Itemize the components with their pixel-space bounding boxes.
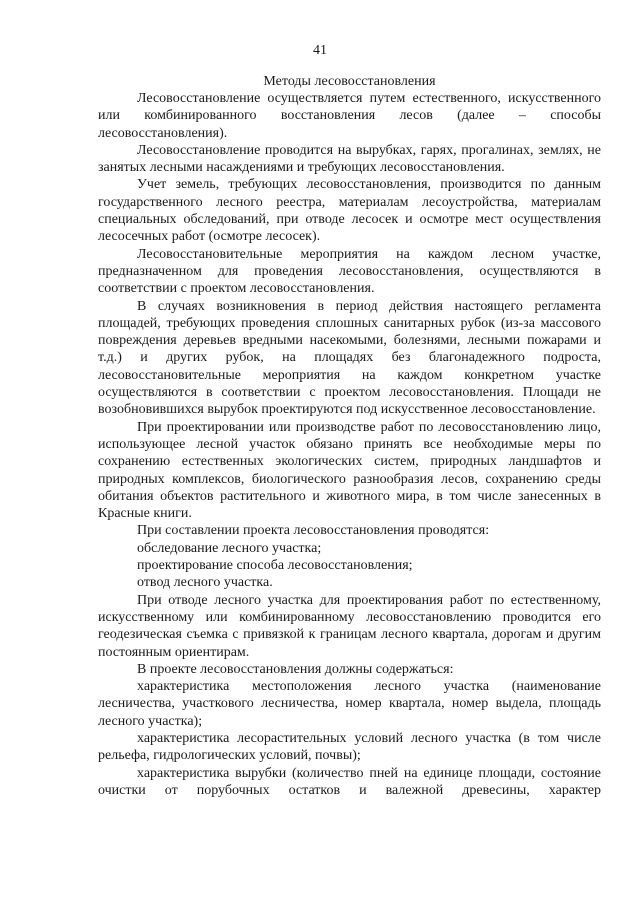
paragraph: Лесовосстановительные мероприятия на каждом лесном участке, предназначенном для проведения лесовосстановления, осуществляются в соответствии с проектом лесовосстановления.: [98, 246, 601, 297]
list-item: проектирование способа лесовосстановления;: [137, 558, 413, 574]
paragraph: Лесовосстановление осуществляется путем естественного, искусственного или комбинированного восстановления лесов (далее – способы лесовосстановления).: [98, 91, 601, 141]
paragraph: При отводе лесного участка для проектирования работ по естественному, искусственному или комбинированному лесовосстановлению проводится его геодезическая съемка с привязкой к границам лесного квартала, дорогам и другим постоянным ориентирам.: [98, 592, 601, 660]
paragraph: При составлении проекта лесовосстановления проводятся:: [137, 523, 490, 539]
paragraph: Лесовосстановление проводится на вырубках, гарях, прогалинах, землях, не занятых лесными насаждениями и требующих лесовосстановления.: [98, 142, 601, 176]
paragraph: Учет земель, требующих лесовосстановления, производится по данным государственного лесного реестра, материалам лесоустройства, материалам специальных обследований, при отводе лесосек и осмотре мест осуществления лесосечных работ (осмотре лесосек).: [98, 177, 601, 245]
list-item: характеристика местоположения лесного участка (наименование лесничества, участкового лесничества, номер квартала, номер выдела, площадь лесного участка);: [98, 679, 601, 729]
list-item: характеристика вырубки (количество пней на единице площади, состояние очистки от порубочных остатков и валежной древесины, характер: [98, 765, 601, 798]
paragraph: В проекте лесовосстановления должны содержаться:: [137, 661, 454, 677]
paragraph: В случаях возникновения в период действия настоящего регламента площадей, требующих проведения сплошных санитарных рубок (из-за массового повреждения деревьев вредными насекомыми, болезнями, лесными пожарами и т.д.) и других рубок, на площадях без благонадежного подроста, лесовосстановительные мероприятия на каждом конкретном участке осуществляются в соответствии с проектом лесовосстановления. Площади не возобновившихся вырубок проектируются под искусственное лесовосстановление.: [98, 298, 601, 418]
page-number: 41: [313, 43, 327, 58]
section-heading: Методы лесовосстановления: [263, 74, 436, 89]
list-item: характеристика лесорастительных условий лесного участка (в том числе рельефа, гидрологических условий, почвы);: [98, 730, 601, 764]
list-item: отвод лесного участка.: [137, 575, 273, 591]
list-item: обследование лесного участка;: [137, 540, 322, 556]
page-content: [98, 73, 601, 799]
paragraph: При проектировании или производстве работ по лесовосстановлению лицо, использующее лесной участок обязано принять все необходимые меры по сохранению естественных экологических систем, природных ландшафтов и природных комплексов, биологического разнообразия лесов, сохранению среды обитания объектов растительного и животного мира, в том числе занесенных в Красные книги.: [98, 419, 601, 522]
